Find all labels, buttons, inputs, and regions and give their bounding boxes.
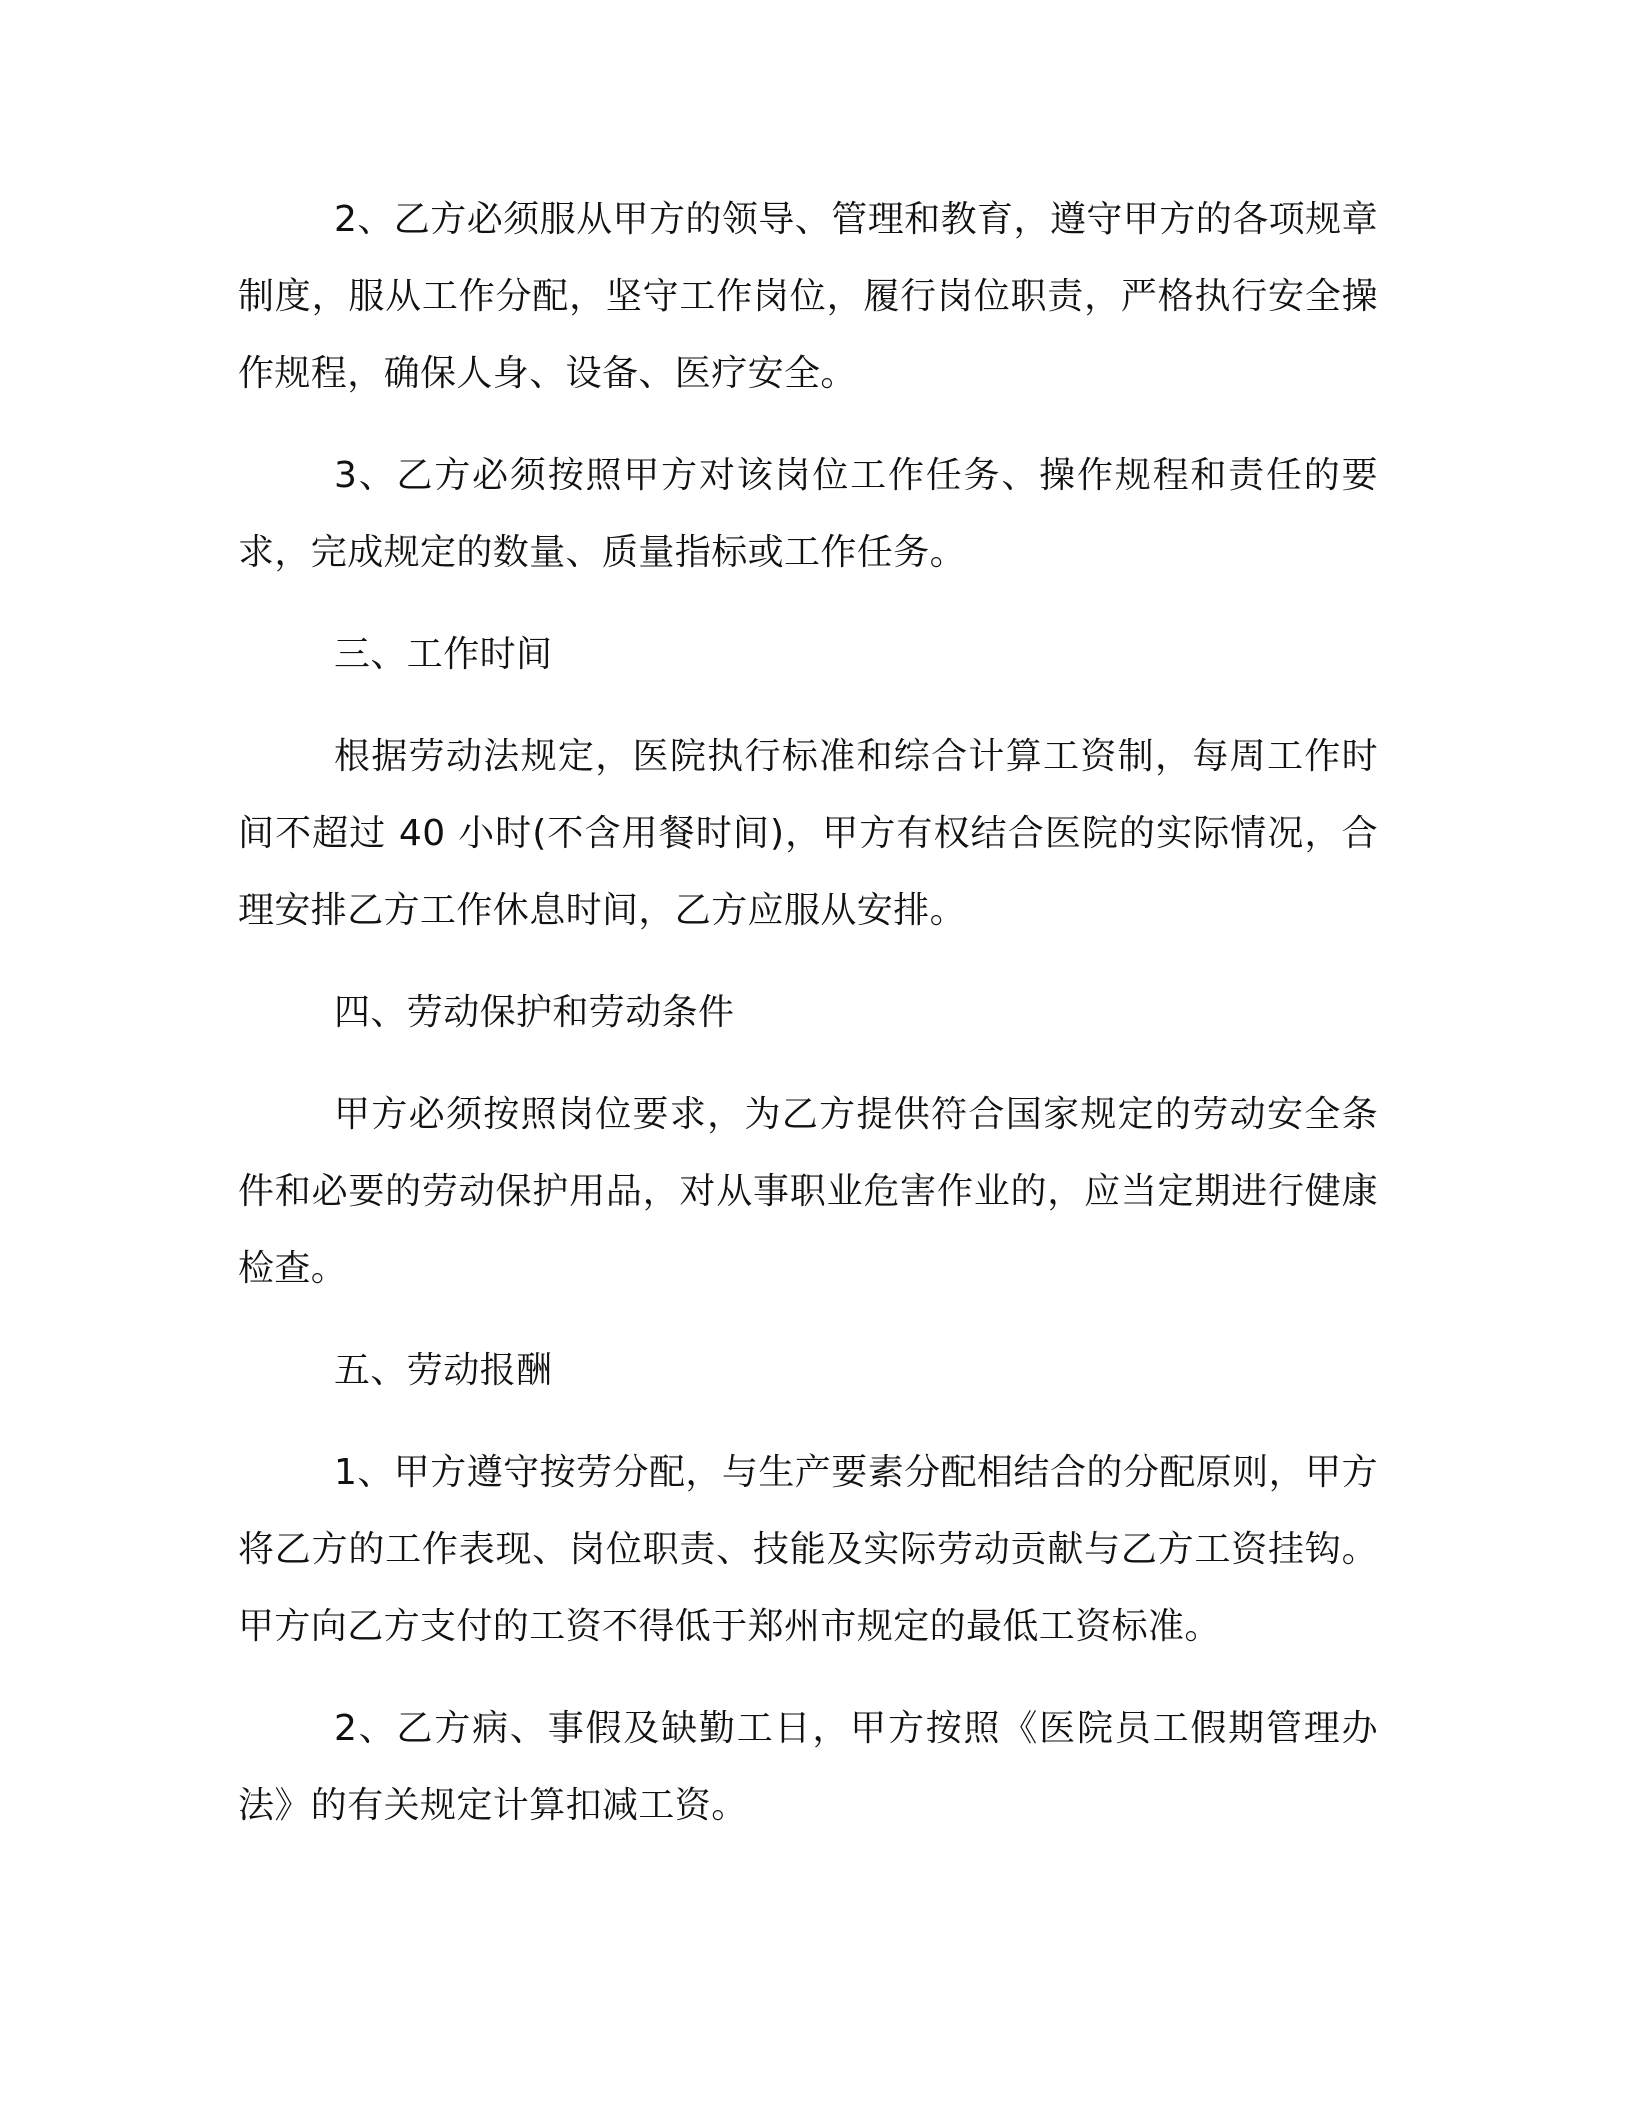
remuneration-clause-1: 1、甲方遵守按劳分配，与生产要素分配相结合的分配原则，甲方将乙方的工作表现、岗位职责、技能及实际劳动贡献与乙方工资挂钩。甲方向乙方支付的工资不得低于郑州市规定的最低工资标准。 [238, 1452, 1378, 1647]
labor-protection-paragraph: 甲方必须按照岗位要求，为乙方提供符合国家规定的劳动安全条件和必要的劳动保护用品，对从事职业危害作业的，应当定期进行健康检查。 [238, 1094, 1378, 1289]
section-heading-working-hours: 三、工作时间 [334, 634, 553, 675]
remuneration-clause-2: 2、乙方病、事假及缺勤工日，甲方按照《医院员工假期管理办法》的有关规定计算扣减工资。 [238, 1708, 1378, 1826]
working-hours-paragraph: 根据劳动法规定，医院执行标准和综合计算工资制，每周工作时间不超过 40 小时(不含用餐时间)，甲方有权结合医院的实际情况，合理安排乙方工作休息时间，乙方应服从安排。 [238, 736, 1378, 931]
clause-3-task-requirements: 3、乙方必须按照甲方对该岗位工作任务、操作规程和责任的要求，完成规定的数量、质量指标或工作任务。 [238, 455, 1378, 573]
document-body [238, 181, 1378, 1869]
section-heading-remuneration: 五、劳动报酬 [334, 1350, 553, 1391]
section-heading-labor-protection: 四、劳动保护和劳动条件 [334, 992, 735, 1033]
clause-2-obedience: 2、乙方必须服从甲方的领导、管理和教育，遵守甲方的各项规章制度，服从工作分配，坚守工作岗位，履行岗位职责，严格执行安全操作规程，确保人身、设备、医疗安全。 [238, 199, 1378, 394]
